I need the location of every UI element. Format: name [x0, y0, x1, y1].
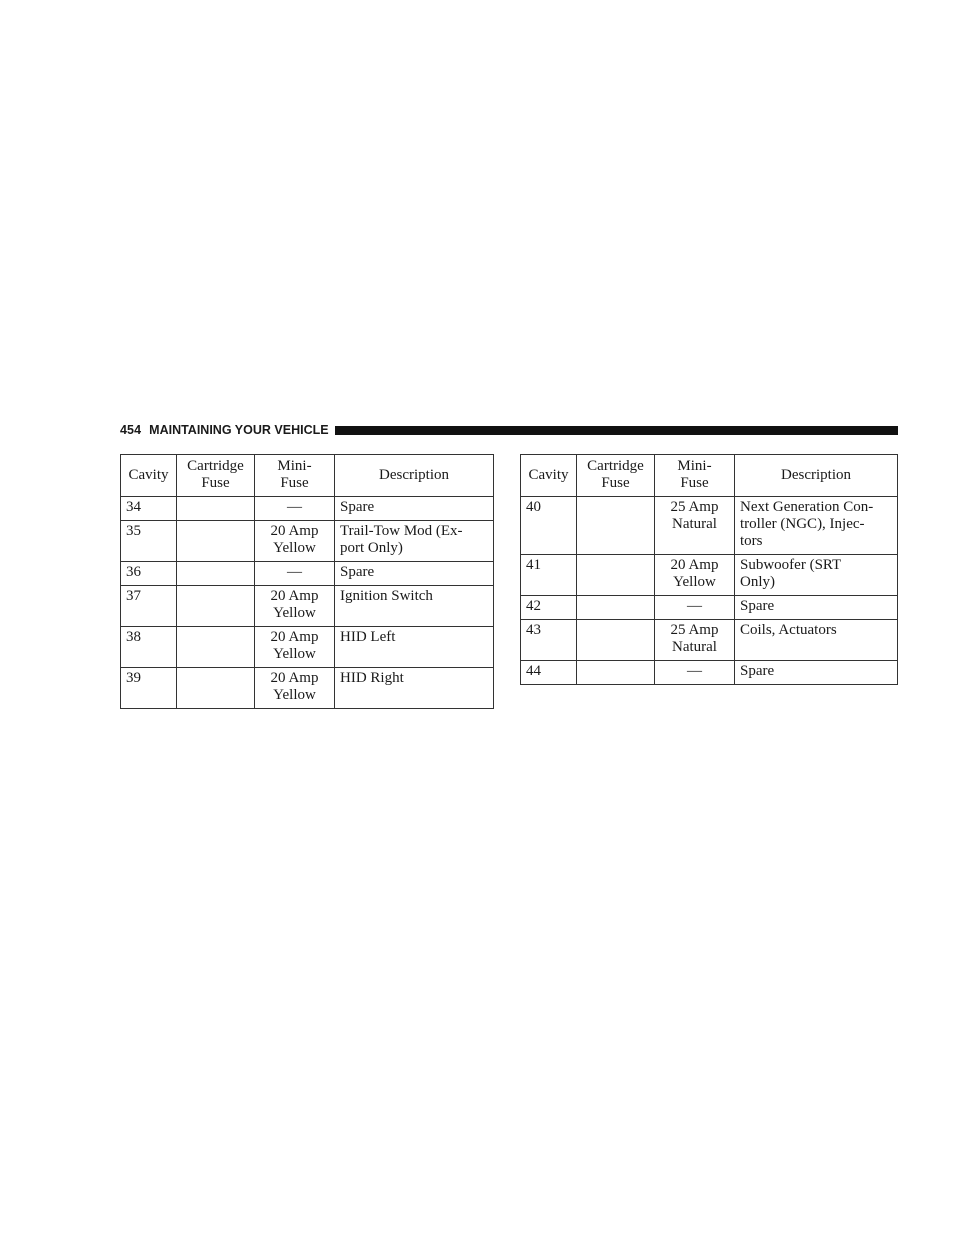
- page-header: [120, 421, 898, 439]
- cartridge-cell: [577, 555, 655, 596]
- col-header-mini-fuse: Mini- Fuse: [255, 455, 335, 497]
- description-cell: Trail-Tow Mod (Ex- port Only): [335, 521, 494, 562]
- table-row: [121, 497, 494, 521]
- description-cell: HID Left: [335, 627, 494, 668]
- mini-fuse-cell: 20 Amp Yellow: [255, 627, 335, 668]
- table-row: [121, 562, 494, 586]
- mini-fuse-cell: —: [255, 562, 335, 586]
- table-row: [521, 661, 898, 685]
- cartridge-cell: [177, 562, 255, 586]
- cartridge-cell: [577, 620, 655, 661]
- table-row: [121, 586, 494, 627]
- mini-fuse-cell: 20 Amp Yellow: [655, 555, 735, 596]
- description-cell: Ignition Switch: [335, 586, 494, 627]
- table-row: [521, 596, 898, 620]
- cavity-cell: 44: [521, 661, 577, 685]
- cartridge-cell: [577, 497, 655, 555]
- col-header-cavity: Cavity: [521, 455, 577, 497]
- fuse-table-left: [120, 454, 494, 709]
- cartridge-cell: [577, 661, 655, 685]
- mini-fuse-cell: —: [655, 596, 735, 620]
- cartridge-cell: [577, 596, 655, 620]
- col-header-description: Description: [735, 455, 898, 497]
- header-rule: [335, 426, 898, 435]
- mini-fuse-cell: 25 Amp Natural: [655, 497, 735, 555]
- description-cell: Subwoofer (SRT Only): [735, 555, 898, 596]
- mini-fuse-cell: 20 Amp Yellow: [255, 668, 335, 709]
- description-cell: Spare: [335, 497, 494, 521]
- description-cell: Spare: [335, 562, 494, 586]
- table-row: [121, 668, 494, 709]
- mini-fuse-cell: —: [255, 497, 335, 521]
- cavity-cell: 40: [521, 497, 577, 555]
- col-header-mini-fuse: Mini- Fuse: [655, 455, 735, 497]
- cavity-cell: 37: [121, 586, 177, 627]
- cartridge-cell: [177, 497, 255, 521]
- cartridge-cell: [177, 586, 255, 627]
- description-cell: Spare: [735, 661, 898, 685]
- table-row: [521, 555, 898, 596]
- col-header-cavity: Cavity: [121, 455, 177, 497]
- col-header-cartridge-fuse: Cartridge Fuse: [577, 455, 655, 497]
- mini-fuse-cell: 25 Amp Natural: [655, 620, 735, 661]
- table-row: [121, 627, 494, 668]
- table-header-row: [521, 455, 898, 497]
- page-number: 454: [120, 423, 142, 437]
- description-cell: Next Generation Con- troller (NGC), Injec- tors: [735, 497, 898, 555]
- description-cell: Coils, Actuators: [735, 620, 898, 661]
- table-row: [521, 620, 898, 661]
- mini-fuse-cell: 20 Amp Yellow: [255, 586, 335, 627]
- col-header-description: Description: [335, 455, 494, 497]
- cavity-cell: 35: [121, 521, 177, 562]
- description-cell: HID Right: [335, 668, 494, 709]
- mini-fuse-cell: —: [655, 661, 735, 685]
- table-row: [121, 521, 494, 562]
- cavity-cell: 43: [521, 620, 577, 661]
- table-header-row: [121, 455, 494, 497]
- cavity-cell: 41: [521, 555, 577, 596]
- cavity-cell: 34: [121, 497, 177, 521]
- cartridge-cell: [177, 521, 255, 562]
- col-header-cartridge-fuse: Cartridge Fuse: [177, 455, 255, 497]
- cavity-cell: 36: [121, 562, 177, 586]
- cavity-cell: 42: [521, 596, 577, 620]
- fuse-table-right: [520, 454, 898, 685]
- cavity-cell: 38: [121, 627, 177, 668]
- cartridge-cell: [177, 668, 255, 709]
- table-row: [521, 497, 898, 555]
- mini-fuse-cell: 20 Amp Yellow: [255, 521, 335, 562]
- description-cell: Spare: [735, 596, 898, 620]
- cartridge-cell: [177, 627, 255, 668]
- cavity-cell: 39: [121, 668, 177, 709]
- section-title: MAINTAINING YOUR VEHICLE: [149, 423, 329, 437]
